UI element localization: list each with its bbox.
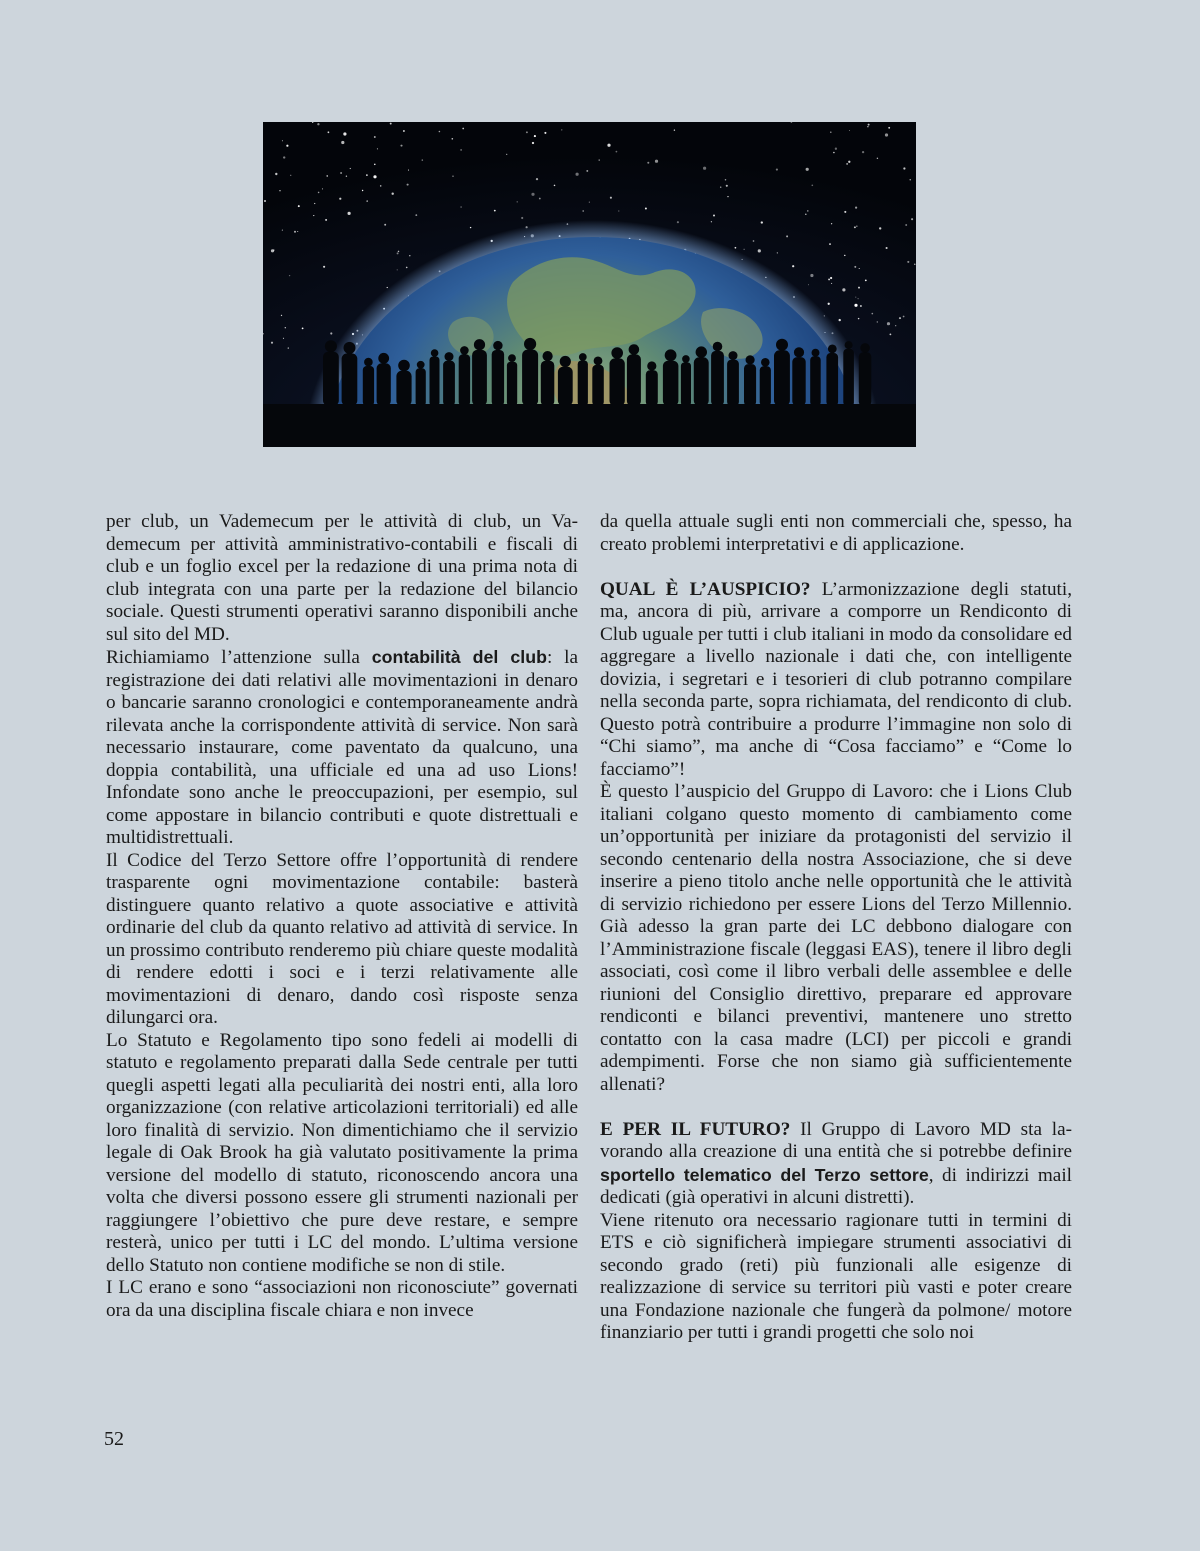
- paragraph: per club, un Vademecum per le attività di club, un Vademecum per attività amministrativo-contabili e fiscali di club e un foglio excel per la redazione di una prima nota di club integrata con una parte per la redazione del bilancio sociale. Questi strumenti operativi saranno disponibili anche sul sito del MD.: [106, 511, 578, 645]
- paragraph: Viene ritenuto ora necessario ragionare tutti in termini di ETS e ciò significherà impiegare strumenti associativi di secondo grado (reti) più funzionali alle esigenze di realizzazione di service su territori più vasti e poter creare una Fondazione nazionale che fungerà da polmone/ motore finanziario per tutti i grandi progetti che solo noi: [600, 1209, 1072, 1343]
- text-run: : la registrazione dei dati relativi alle movimentazioni in denaro o bancarie saranno cronologici e contemporaneamente andrà rilevata anche la corrispondente attività di service. Non sarà necessario instaurare, come paventato da qualcuno, una doppia contabilità, una ufficiale ed una ad uso Lions! Infondate sono anche le preoccupazioni, per esempio, sul come appostare in bilancio contributi e quote distrettuali e multidistrettuali.: [106, 647, 578, 848]
- page-number: 52: [104, 1428, 124, 1450]
- left-text-column: [106, 511, 578, 1322]
- paragraph: I LC erano e sono “associazioni non riconosciute” governati ora da una disciplina fiscale chiara e non invece: [106, 1277, 578, 1321]
- text-run: , di indirizzi mail dedicati (già operativi in alcuni distretti).: [600, 1164, 1072, 1208]
- bold-term-club-accounting: contabilità del club: [371, 647, 547, 667]
- paragraph: È questo l’auspicio del Gruppo di Lavoro: che i Lions Club italiani colgano questo momento di cambiamento come un’opportunità per iniziare da protagonisti del servizio il secondo centenario della nostra Associazione, che si deve inserire a pieno titolo anche nelle opportunità che le attività di servizio richiedono per essere Lions del Terzo Millennio. Già adesso la gran parte dei LC debbono dialogare con l’Amministrazione fiscale (leggasi EAS), tenere il libro degli associati, così come il libro verbali delle assemblee e delle riunioni del Consiglio direttivo, preparare ed approvare rendiconti e bilanci preventivi, mantenere uno stretto contatto con la casa madre (LCI) per piccoli e grandi adempimenti. Forse che non siamo già sufficientemente allenati?: [600, 781, 1072, 1095]
- earth-with-people-silhouettes-image: [263, 122, 916, 447]
- text-run: Il Gruppo di Lavoro MD sta lavorando alla creazione di una entità che si potrebbe definire: [600, 1118, 1072, 1162]
- right-text-column: [600, 511, 1072, 1345]
- paragraph: [600, 579, 1072, 782]
- paragraph: Il Codice del Terzo Settore offre l’opportunità di rendere trasparente ogni movimentazione contabile: basterà distinguere quanto relativo a quote associative e attività ordinarie del club da quanto relativo ad attività di service. In un prossimo contributo renderemo più chiare queste modalità di rendere edotti i soci e i terzi relativamente alle movimentazioni di denaro, dando così risposte senza dilungarci ora.: [106, 849, 578, 1028]
- bold-term-sportello: sportello telematico del Terzo settore: [600, 1164, 929, 1185]
- text-run: L’armonizzazione degli statuti, ma, ancora di più, arrivare a comporre un Rendiconto di Club uguale per tutti i club italiani in modo da consolidare ed aggregare a livello nazionale i dati che, con intelligente dovizia, i segretari e i tesorieri di club potranno compilare nella seconda parte, sopra richiamata, del rendiconto di club. Questo potrà contribuire a produrre l’immagine non solo di “Chi siamo”, ma anche di “Cosa facciamo” e “Come lo facciamo”!: [600, 578, 1072, 780]
- text-run: Richiamiamo l’attenzione sulla: [106, 647, 372, 668]
- paragraph: da quella attuale sugli enti non commerciali che, spesso, ha creato problemi interpretativi e di applicazione.: [600, 511, 1072, 555]
- paragraph: [600, 1119, 1072, 1210]
- paragraph: [106, 646, 578, 850]
- paragraph: Lo Statuto e Regolamento tipo sono fedeli ai modelli di statuto e regolamento preparati dalla Sede centrale per tutti quegli aspetti legati alla peculiarità dei nostri enti, alla loro organizzazione (con relative articolazioni territoriali) ed alle loro finalità di servizio. Non dimentichiamo che il servizio legale di Oak Brook ha già valutato positivamente la prima versione del modello di statuto, riconoscendo ancora una volta che diversi possono essere gli strumenti nazionali per raggiungere l’obiettivo che pure deve restare, e sempre resterà, unico per tutti i LC del mondo. L’ultima versione dello Statuto non contiene modifiche se non di stile.: [106, 1029, 578, 1276]
- section-heading: QUAL È L’AUSPICIO?: [600, 578, 811, 600]
- section-heading: E PER IL FUTURO?: [600, 1118, 791, 1140]
